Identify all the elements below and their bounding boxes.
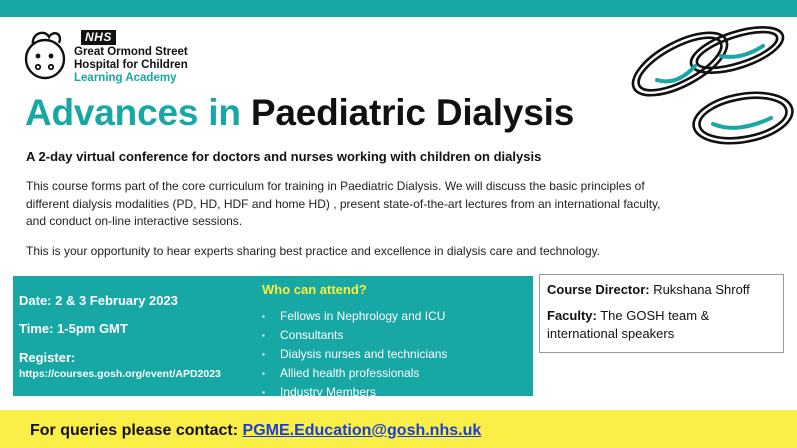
bullet-icon: ▪ — [262, 369, 265, 378]
opportunity-text: This is your opportunity to hear experts sharing best practice and excellence in dialysis care and technology. — [26, 244, 601, 258]
event-time: Time: 1-5pm GMT — [19, 321, 128, 336]
top-teal-band — [0, 0, 797, 17]
bullet-icon: ▪ — [262, 350, 265, 359]
faculty-box — [539, 274, 784, 353]
org-name-line2: Hospital for Children — [74, 59, 188, 71]
faculty-label: Faculty: — [547, 308, 597, 323]
bullet-icon: ▪ — [262, 312, 265, 321]
attendance-title: Who can attend? — [262, 282, 367, 297]
director-label: Course Director: — [547, 282, 650, 297]
page-title — [25, 90, 574, 136]
attendance-list — [262, 307, 532, 402]
gosh-logo — [23, 27, 223, 89]
bullet-icon: ▪ — [262, 388, 265, 397]
org-name-line1: Great Ormond Street — [74, 46, 188, 58]
contact-email-link[interactable]: PGME.Education@gosh.nhs.uk — [242, 422, 482, 439]
bullet-icon: ▪ — [262, 331, 265, 340]
faculty-value: The GOSH team & international speakers — [547, 308, 710, 341]
child-face-logo-icon — [23, 27, 71, 83]
nhs-badge: NHS — [81, 30, 116, 45]
register-label: Register: — [19, 350, 76, 365]
list-item: ▪ Industry Members — [262, 383, 532, 402]
list-item: ▪ Consultants — [262, 326, 532, 345]
subtitle: A 2-day virtual conference for doctors and nurses working with children on dialysis — [26, 149, 542, 164]
contact-label: For queries please contact: — [30, 422, 243, 439]
list-item: ▪ Dialysis nurses and technicians — [262, 345, 532, 364]
list-item: ▪ Allied health professionals — [262, 364, 532, 383]
course-description: This course forms part of the core curriculum for training in Paediatric Dialysis. We will discuss the basic principles of different dialysis modalities (PD, HD, HDF and home HD) , present state-of-the-art lectures from an international faculty, and conduct on-line interactive sessions. — [26, 179, 661, 228]
register-link[interactable]: https://courses.gosh.org/event/APD2023 — [19, 368, 221, 380]
learning-academy-label: Learning Academy — [74, 72, 177, 84]
faculty — [547, 307, 776, 343]
course-director — [547, 281, 776, 299]
list-item: ▪ Fellows in Nephrology and ICU — [262, 307, 532, 326]
title-accent: Advances in — [25, 92, 241, 133]
event-date: Date: 2 & 3 February 2023 — [19, 293, 178, 308]
petri-dish-decoration-icon — [625, 22, 797, 152]
title-main: Paediatric Dialysis — [250, 92, 575, 133]
contact-footer — [0, 410, 797, 448]
contact-line — [30, 421, 481, 441]
event-details-box — [13, 276, 533, 399]
director-name: Rukshana Shroff — [649, 282, 750, 297]
attendance-section — [262, 281, 532, 402]
